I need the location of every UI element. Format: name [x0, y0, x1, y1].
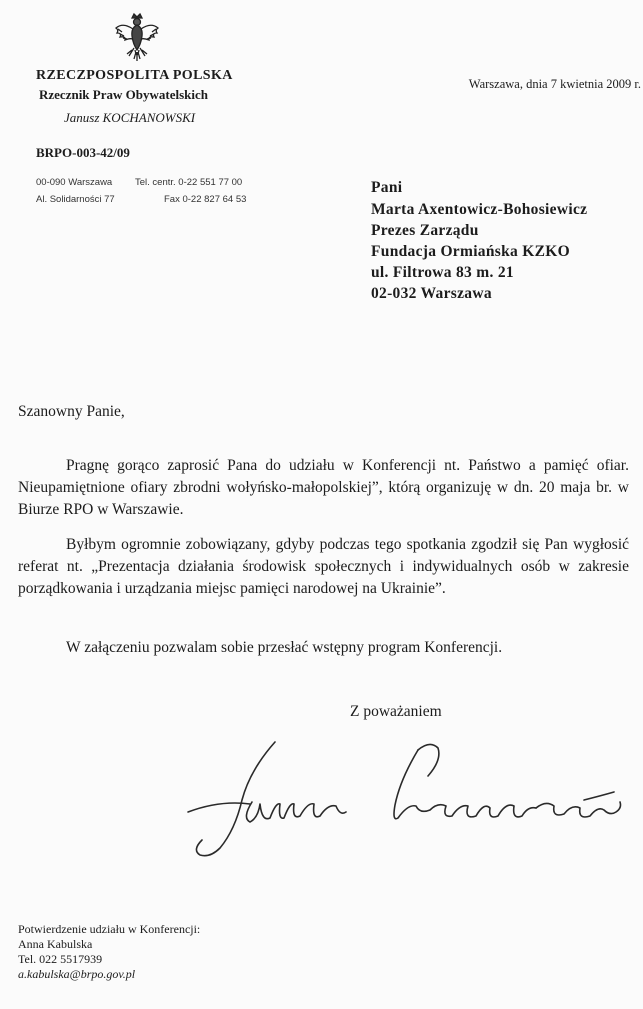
address-line-1: 00-090 Warszawa [36, 177, 113, 188]
paragraph-2: Byłbym ogromnie zobowiązany, gdyby podczas tego spotkania zgodził się Pan wygłosić referat nt. „Prezentacja działania środowisk społecznych i indywidualnych osób w zakresie porządkowania i urządzania miejsc pamięci narodowej na Ukrainie”. [18, 536, 629, 597]
handwritten-signature [180, 730, 630, 870]
letter-date: Warszawa, dnia 7 kwietnia 2009 r. [468, 77, 641, 91]
recipient-name: Marta Axentowicz-Bohosiewicz [371, 201, 588, 218]
eagle-emblem-icon [113, 12, 161, 64]
sender-name: Janusz KOCHANOWSKI [64, 110, 196, 125]
recipient-street: ul. Filtrowa 83 m. 21 [371, 264, 514, 281]
closing: Z poważaniem [350, 703, 442, 720]
paragraph-3: W załączeniu pozwalam sobie przesłać wstępny program Konferencji. [66, 639, 503, 656]
contact-name: Anna Kabulska [18, 937, 93, 951]
country-name: RZECZPOSPOLITA POLSKA [36, 68, 233, 83]
confirmation-note: Potwierdzenie udziału w Konferencji: [18, 922, 201, 936]
contact-phone: Tel. 022 5517939 [18, 952, 103, 966]
phone-number: Tel. centr. 0-22 551 77 00 [135, 177, 243, 188]
office-name: Rzecznik Praw Obywatelskich [39, 87, 208, 102]
paragraph-1: Pragnę gorąco zaprosić Pana do udziału w Konferencji nt. Państwo a pamięć ofiar. Nieupamiętnione ofiary zbrodni wołyńsko-małopolskiej”, którą organizuję w dn. 20 maja br. w Biurze RPO w Warszawie. [18, 457, 629, 518]
fax-number: Fax 0-22 827 64 53 [164, 194, 247, 205]
recipient-city: 02-032 Warszawa [371, 285, 492, 302]
recipient-organization: Fundacja Ormiańska KZKO [371, 243, 570, 260]
contact-email[interactable]: a.kabulska@brpo.gov.pl [18, 967, 136, 981]
reference-number: BRPO-003-42/09 [36, 145, 130, 160]
recipient-salutation: Pani [371, 179, 403, 196]
greeting: Szanowny Panie, [18, 403, 125, 420]
address-line-2: Al. Solidarności 77 [36, 194, 115, 205]
recipient-title: Prezes Zarządu [371, 222, 479, 239]
